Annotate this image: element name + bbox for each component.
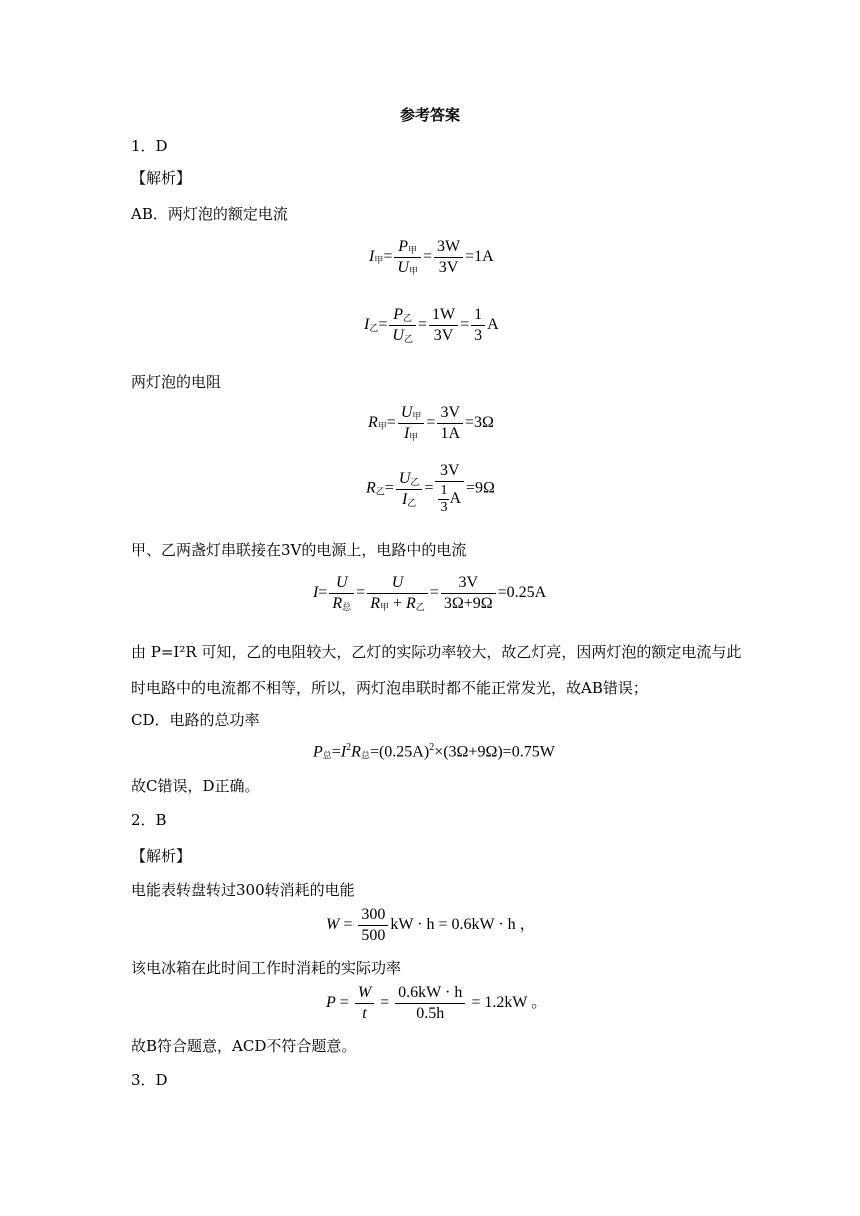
q2-power-intro: 该电冰箱在此时间工作时消耗的实际功率 [131,959,402,977]
q1-explain-line1: 由 P=I²R 可知，乙的电阻较大，乙灯的实际功率较大，故乙灯亮，因两灯泡的额定电流与此 [131,643,742,661]
formula-w: W = $\frac{300}{500}$ kW · h = 0.6kW · h ， [326,906,536,944]
q1-answer: 1．D [131,137,168,155]
page-title: 参考答案 [399,106,460,124]
q1-resistance-intro: 两灯泡的电阻 [131,373,222,391]
q2-energy-intro: 电能表转盘转过300转消耗的电能 [131,881,355,899]
formula-i-jia: I甲= $\frac{\text{P甲}}{\text{U甲}}$ = $\frac{3W}{3V}$ =1A [369,238,494,276]
q2-jiexi: 【解析】 [131,847,192,865]
formula-p: P = $\frac{W}{t}$ = $\frac{0.6kW \cdot h}{0.5h}$ = 1.2kW 。 [326,984,548,1022]
q1-conclusion: 故C错误，D正确。 [131,777,260,795]
q1-ab-intro: AB．两灯泡的额定电流 [131,205,288,223]
q1-jiexi: 【解析】 [131,169,192,187]
formula-p-total: P总$=I^2R$总$=(0.25A)^2\times(3\Omega+9\Omega)=0.75W$ [313,742,555,761]
formula-i-yi: I乙= $\frac{\text{P乙}}{\text{U乙}}$ = $\frac{1W}{3V}$ = $\frac{1}{3}$ A [364,306,499,344]
q1-cd-intro: CD．电路的总功率 [131,711,260,729]
q2-answer: 2．B [131,811,167,829]
q1-series-intro: 甲、乙两盏灯串联接在3V的电源上，电路中的电流 [131,541,467,559]
formula-r-jia: R甲= $\frac{\text{U甲}}{\text{I甲}}$ = $\frac{3V}{1A}$ =3Ω [368,404,494,442]
q1-explain-line2: 时电路中的电流都不相等，所以，两灯泡串联时都不能正常发光，故AB错误； [131,679,648,697]
formula-i-total: I= $\frac{U}{\text{R总}}$ = $\frac{U}{\text{R甲 + R乙}}$ = $\frac{3V}{3\Omega+9\Omega}$ =0.25A [313,574,547,612]
q2-conclusion: 故B符合题意，ACD不符合题意。 [131,1037,357,1055]
formula-r-yi: R乙= $\frac{\text{U乙}}{\text{I乙}}$ = 3V $\frac{1}{3}$ A =9Ω [366,462,495,515]
q3-answer: 3．D [131,1071,168,1089]
